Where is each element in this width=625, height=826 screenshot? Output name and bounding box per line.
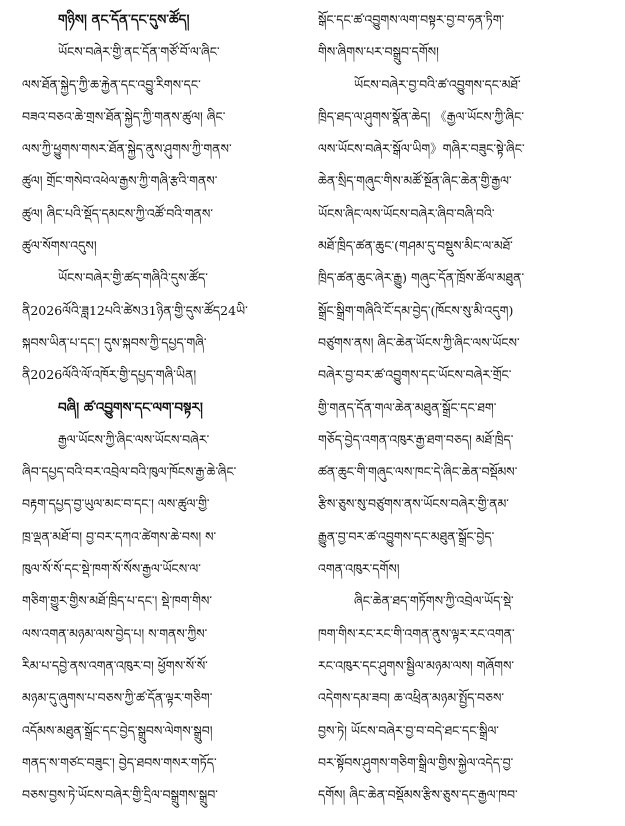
- text-line: ཁག་གིས་རང་རང་གི་འགན་ནུས་ལྟར་རང་འགན་: [318, 625, 515, 641]
- text-line: རང་འཁུར་དང་ཤུགས་སྦྱིལ་མཉམ་ལས། གཞོགས་: [318, 657, 515, 673]
- text-line: སྐབས་ཡིན་པ་དང་། དུས་སྐབས་ཀྱི་དཔྱད་གཞི་: [22, 334, 207, 350]
- text-line: ནི2026ལོའི་ལོ་འཁོར་གྱི་དཔྱད་གཞི་ཡིན།: [22, 367, 197, 383]
- text-line: ཚུལ། གྲོང་གསེབ་འཕེལ་རྒྱས་ཀྱི་གཞི་རྩའི་གནས་: [22, 173, 218, 189]
- text-line: ཆེན་སྲིད་གཞུང་གིས་མཚོ་སྔོན་ཞིང་ཆེན་གྱི་རྒྱལ་: [318, 173, 512, 189]
- text-line: བར་སྟོབས་ཤུགས་གཅིག་སྒྲིལ་གྱིས་སྐྱེལ་འདེད་བྱ་: [318, 754, 514, 770]
- text-line: འདོམས་མཐུན་སྒྲོང་དང་བྱེད་སྒྲུབས་ལེགས་སྒྲུབ།: [22, 722, 213, 738]
- text-line: ལས་ཡོངས་བཞེར་སྒོལ་ཡིག》གཞིར་བཟུང་སྟེ་ཞིང་: [318, 141, 525, 157]
- text-line: མཐོ་ཁྲིད་ཚན་ཆུང་(གཤམ་དུ་བསྡུས་མིང་ལ་མཐོ་: [318, 238, 513, 254]
- text-line: གིས་ཞིགས་པར་བསྒྲུབ་དགོས།: [318, 44, 439, 60]
- text-line: ཡོངས་བཞེར་བྱ་བའི་ཚ་འབྱུགས་དང་མཐོ་: [354, 76, 521, 92]
- text-line: ཞིང་ཆེན་ཐད་གཏོགས་ཀྱི་འབྲེལ་ཡོད་སྡེ་: [354, 593, 514, 609]
- text-line: ཁུལ་སོ་སོ་དང་སྡེ་ཁག་སོ་སོས་རྒྱལ་ཡོངས་ལ་: [22, 561, 201, 577]
- text-line: མཉམ་དུ་ཞུགས་པ་བཅས་ཀྱི་ཚ་དོན་ལྟར་གཅིག་: [22, 690, 213, 706]
- text-line: འགན་འཁུར་དགོས།: [318, 561, 400, 577]
- text-line: བཟའ་བཅའ་ཆེ་གྲས་ཐོན་སྐྱེད་ཀྱི་གནས་ཚུལ། ཞིང་: [22, 108, 226, 124]
- text-line: གཅོད་བྱེད་འགན་འཁུར་རྒྱ་ཐག་བཅད། མཐོ་ཁྲིད་: [318, 431, 514, 447]
- text-line: སྒྲོང་སྒྲིག་གཞིའི་ངོ་དམ་བྱེད་(ཁོངས་སུ་མི་འདུག): [318, 302, 514, 318]
- text-line: རིམ་པ་དབྱེ་ནས་འགན་འཁུར་བ། ཕྱོགས་སོ་སོ་: [22, 657, 208, 673]
- text-line: ཚུལ་སོགས་འདུས།: [22, 238, 97, 254]
- text-line: གྱི་གནད་དོན་གལ་ཆེན་མཐུན་སྒྲོང་དང་ཐག་: [318, 399, 497, 415]
- text-line: ཡོངས་བཞེར་གྱི་ནང་དོན་གཙོ་བོ་ལ་ཞིང་: [58, 44, 220, 60]
- text-line: རྒྱལ་ཡོངས་ཀྱི་ཞིང་ལས་ཡོངས་བཞེར་: [58, 431, 210, 447]
- text-line: བྱས་ཏེ། ཡོངས་བཞེར་བྱ་བ་བདེ་ཐང་དང་སྒྲིལ་: [318, 722, 499, 738]
- left-column: [22, 4, 312, 811]
- text-line: རྒྱུན་བྱ་བར་ཚ་འབྱུགས་དང་མཐུན་སྒྲོང་བྱེད་: [318, 528, 495, 544]
- text-line: ཁྲིད་ཚན་ཆུང་ཞེར་རྒྱུ) གཞུང་དོན་ཁྲོས་ཚོལ་མཐུན་: [318, 270, 525, 286]
- text-line: གཅིག་གྱུར་གྱིས་མཐོ་ཁྲིད་པ་དང་། སྡེ་ཁག་གིས་: [22, 593, 212, 609]
- text-line: ལས་ཀྱི་ཕྱུགས་གསར་ཐོན་སྐྱེད་ནུས་ཤུགས་ཀྱི་གནས་: [22, 141, 232, 157]
- text-line: ཁྲིད་ཐད་ལ་ཤུགས་སྣོན་ཆེད། 《རྒྱལ་ཡོངས་ཀྱི་ཞིང་: [318, 108, 524, 124]
- right-column: [318, 4, 608, 811]
- text-line: འདེགས་དམ་ཟབ། ཆ་འཕྲིན་མཉམ་སྤྱོད་བཅས་: [318, 690, 505, 706]
- text-line: སྒོང་དང་ཚ་འབྱུགས་ལག་བསྟར་བྱ་བ་ཧན་ཏིག་: [318, 12, 505, 27]
- section-heading-2: གཉིས། ནང་དོན་དང་དུས་ཚོད།: [58, 12, 190, 28]
- text-line: ཞིབ་དཔྱད་བའི་བར་འབྲེལ་བའི་ཁུལ་ཁོངས་རྒྱ་ཆེ་ཞིང་: [22, 464, 237, 480]
- text-line: རྩིས་ཅུས་སུ་བཙུགས་ནས་ཡོངས་བཞེར་གྱི་ནམ་: [318, 496, 509, 512]
- text-line: ལས་འགན་མཉམ་ལས་བྱེད་པ། ས་གནས་ཀྱིས་: [22, 625, 208, 641]
- text-line: བརྟག་དཔྱད་བྱ་ཡུལ་མང་བ་དང་། ལས་ཚུལ་གྱི་: [22, 496, 210, 512]
- text-line: ཡོངས་ཞིང་ལས་ཡོངས་བཞེར་ཞིབ་བཞི་བའི་: [318, 205, 495, 221]
- text-line: ཡོངས་བཞེར་གྱི་ཚད་གཞིའི་དུས་ཚོད་: [58, 270, 208, 286]
- text-line: གནད་ས་གཙང་བཟུང་། བྱེད་ཐབས་གསར་གཏོད་: [22, 754, 217, 770]
- text-line: དགོས། ཞིང་ཆེན་བསྡོམས་རྩིས་ཅུས་དང་རྒྱལ་ཁབ་: [318, 787, 518, 803]
- text-line: བཞེར་བྱ་བར་ཚ་འབྱུགས་དང་ཡོངས་བཞེར་གྲོང་: [318, 367, 512, 383]
- text-line: ཚུལ། ཞིང་པའི་སྡོད་དམངས་ཀྱི་འཚོ་བའི་གནས་: [22, 205, 213, 221]
- section-heading-4: བཞི། ཚ་འབྱུགས་དང་ལག་བསྟར།: [58, 399, 203, 416]
- text-line: ཚན་ཆུང་གི་གཞུང་ལས་ཁང་དེ་ཞིང་ཆེན་བསྡོམས་: [318, 464, 518, 480]
- text-line: བཙུགས་ནས། ཞིང་ཆེན་ཡོངས་ཀྱི་ཞིང་ལས་ཡོངས་: [318, 334, 520, 350]
- text-line: ནི2026ལོའི་ཟླ12པའི་ཚེས31ཉིན་གྱི་དུས་ཚོད24ཡི་: [22, 302, 248, 318]
- text-line: ལས་ཐོན་སྐྱེད་ཀྱི་ཆ་རྐྱེན་དང་འབྱུ་རིགས་དང་: [22, 76, 201, 92]
- text-line: བཅས་བྱས་ཏེ་ཡོངས་བཞེར་གྱི་དྲིལ་བསྒྲུགས་སྒྲུབ་: [22, 787, 218, 803]
- text-line: ཁྲ་ལྡན་མཐོ་བ། བྱ་བར་དཀའ་ཚེགས་ཆེ་བས། ས་: [22, 528, 217, 544]
